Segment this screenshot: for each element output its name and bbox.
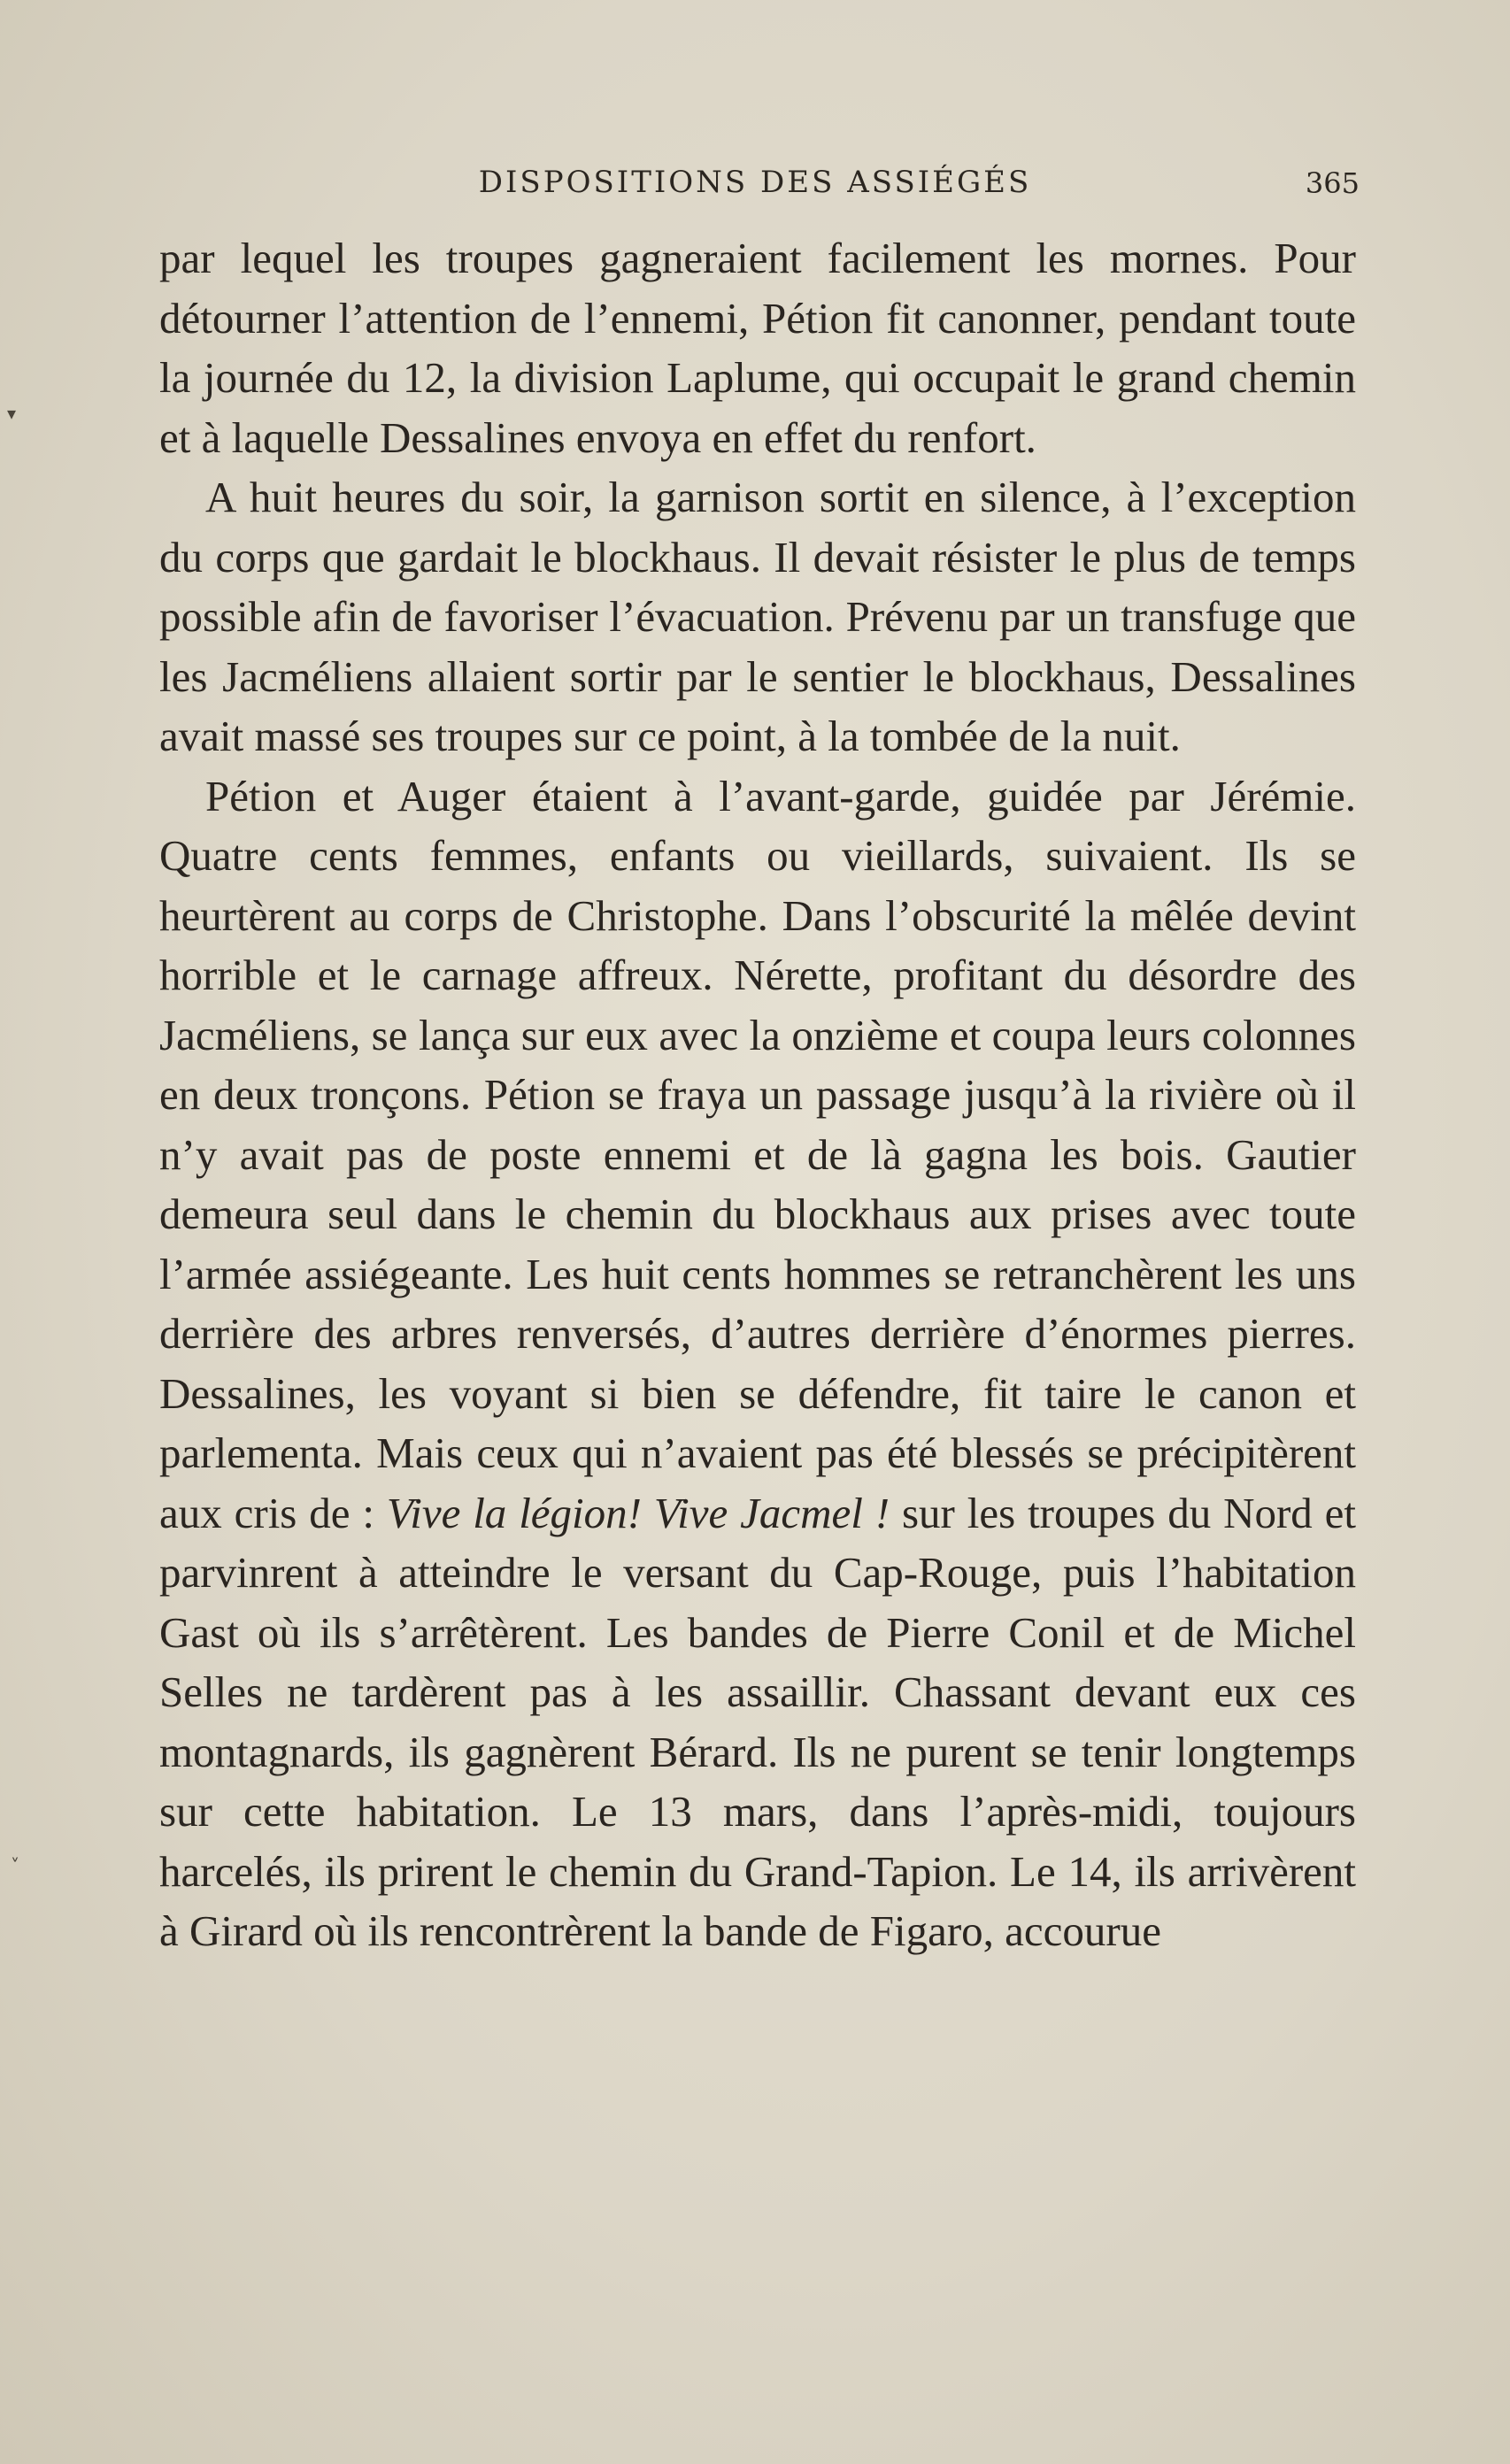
page-number: 365 — [1305, 166, 1360, 200]
paragraph-2-text: A huit heures du soir, la garnison sortit en silence, à l’exception du corps que gardait le blockhaus. Il devait résister le plus de temps possible afin de favoriser l’évacuation. Prévenu par un transfuge que les Jacméliens allaient sortir par le sentier le blockhaus, Dessalines avait massé ses troupes sur ce point, à la tombée de la nuit. — [159, 473, 1356, 760]
margin-speck-mark: ▾ — [7, 403, 17, 424]
paragraph-1-text: par lequel les troupes gagneraient facilement les mornes. Pour détourner l’attention de l’ennemi, Pétion fit canonner, pendant toute la journée du 12, la division Laplume, qui occupait le grand chemin et à laquelle Dessalines envoya en effet du renfort. — [159, 234, 1356, 462]
paragraph-3 — [159, 766, 1356, 1961]
paragraph-1 — [159, 228, 1356, 467]
body-text — [159, 228, 1356, 1961]
page-header — [0, 165, 1510, 209]
running-title: DISPOSITIONS DES ASSIÉGÉS — [478, 165, 1032, 200]
paragraph-2 — [159, 467, 1356, 766]
paragraph-3-italic-cry: Vive la légion! Vive Jacmel ! — [386, 1488, 890, 1537]
paragraph-3-text-end: sur les troupes du Nord et parvinrent à atteindre le versant du Cap-Rouge, puis l’habitation Gast où ils s’arrêtèrent. Les bandes de Pierre Conil et de Michel Selles ne tardèrent pas à les assaillir. Chassant devant eux ces montagnards, ils gagnèrent Bérard. Ils ne purent se tenir longtemps sur cette habitation. Le 13 mars, dans l’après-midi, toujours harcelés, ils prirent le chemin du Grand-Tapion. Le 14, ils arrivèrent à Girard où ils rencontrèrent la bande de Figaro, accourue — [159, 1488, 1357, 1955]
paragraph-3-text-start: Pétion et Auger étaient à l’avant-garde, guidée par Jérémie. Quatre cents femmes, enfants ou vieillards, suivaient. Ils se heurtèrent au corps de Christophe. Dans l’obscurité la mêlée devint horrible et le carnage affreux. Nérette, profitant du désordre des Jacméliens, se lança sur eux avec la onzième et coupa leurs colonnes en deux tronçons. Pétion se fraya un passage jusqu’à la rivière où il n’y avait pas de poste ennemi et de là gagna les bois. Gautier demeura seul dans le chemin du blockhaus aux prises avec toute l’armée assiégeante. Les huit cents hommes se retranchèrent les uns derrière des arbres renversés, d’autres derrière d’énormes pierres. Dessalines, les voyant si bien se défendre, fit taire le canon et parlementa. Mais ceux qui n’avaient pas été blessés se précipitèrent aux cris de : — [159, 771, 1356, 1537]
margin-speck-mark: ˅ — [11, 1855, 19, 1876]
